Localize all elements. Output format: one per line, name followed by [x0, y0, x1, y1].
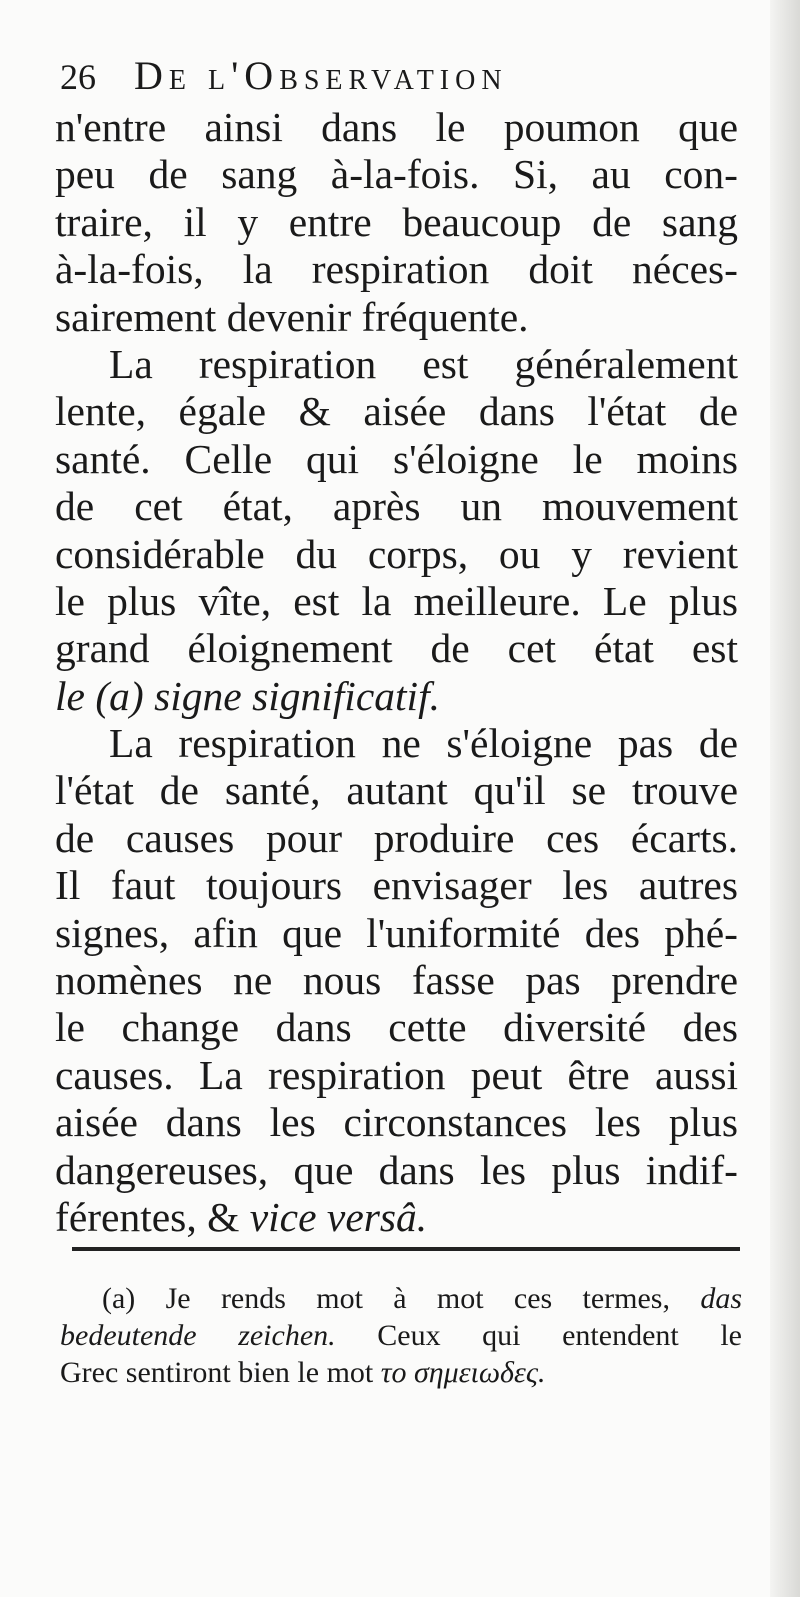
- italic-phrase: bedeutende zeichen.: [60, 1319, 336, 1352]
- text-line: l'état de santé, autant qu'il se trouve: [55, 767, 738, 814]
- italic-phrase: le (a) signe significatif.: [55, 672, 440, 719]
- text-line: causes. La respiration peut être aussi: [55, 1051, 738, 1098]
- text-line: aisée dans les circonstances les plus: [55, 1099, 738, 1146]
- footnote-line: [60, 1317, 742, 1354]
- text-line: dangereuses, que dans les plus indif-: [55, 1146, 738, 1193]
- text-segment: férentes, &: [55, 1193, 250, 1240]
- text-segment: Grec sentiront bien le mot: [60, 1356, 381, 1389]
- text-line: [55, 1194, 738, 1241]
- text-line: nomènes ne nous fasse pas prendre: [55, 957, 738, 1004]
- text-line: de causes pour produire ces écarts.: [55, 814, 738, 861]
- text-line: signes, afin que l'uniformité des phé-: [55, 909, 738, 956]
- italic-phrase: vice versâ.: [249, 1193, 428, 1240]
- text-line: le change dans cette diversité des: [55, 1004, 738, 1051]
- text-line: à-la-fois, la respiration doit néces-: [55, 246, 738, 293]
- text-line: lente, égale & aisée dans l'état de: [55, 388, 738, 435]
- text-line: La respiration ne s'éloigne pas de: [109, 720, 738, 767]
- running-header: [60, 52, 740, 100]
- page-number: 26: [60, 57, 96, 97]
- italic-phrase: das: [700, 1282, 742, 1315]
- page-edge: [770, 0, 800, 1597]
- text-segment: Ceux qui entendent le: [335, 1319, 742, 1352]
- body-text: [55, 104, 738, 1241]
- text-segment: (a) Je rends mot à mot ces termes,: [102, 1282, 701, 1315]
- footnote: [60, 1280, 742, 1391]
- text-line: sairement devenir fréquente.: [55, 293, 529, 340]
- greek-word: το σημειωδες.: [380, 1356, 546, 1389]
- text-line: peu de sang à-la-fois. Si, au con-: [55, 151, 738, 198]
- text-line: considérable du corps, ou y revient: [55, 530, 738, 577]
- footnote-line: [60, 1354, 742, 1391]
- footnote-line: [60, 1280, 742, 1317]
- text-line: traire, il y entre beaucoup de sang: [55, 198, 738, 245]
- text-line: Il faut toujours envisager les autres: [55, 862, 738, 909]
- running-title: De l'Observation: [134, 53, 508, 98]
- text-line: [55, 673, 738, 720]
- text-line: le plus vîte, est la meilleure. Le plus: [55, 577, 738, 624]
- footnote-rule: [72, 1247, 740, 1251]
- text-line: santé. Celle qui s'éloigne le moins: [55, 435, 738, 482]
- text-line: grand éloignement de cet état est: [55, 625, 738, 672]
- text-line: n'entre ainsi dans le poumon que: [55, 104, 738, 150]
- text-line: La respiration est généralement: [109, 340, 738, 387]
- text-line: de cet état, après un mouvement: [55, 483, 738, 530]
